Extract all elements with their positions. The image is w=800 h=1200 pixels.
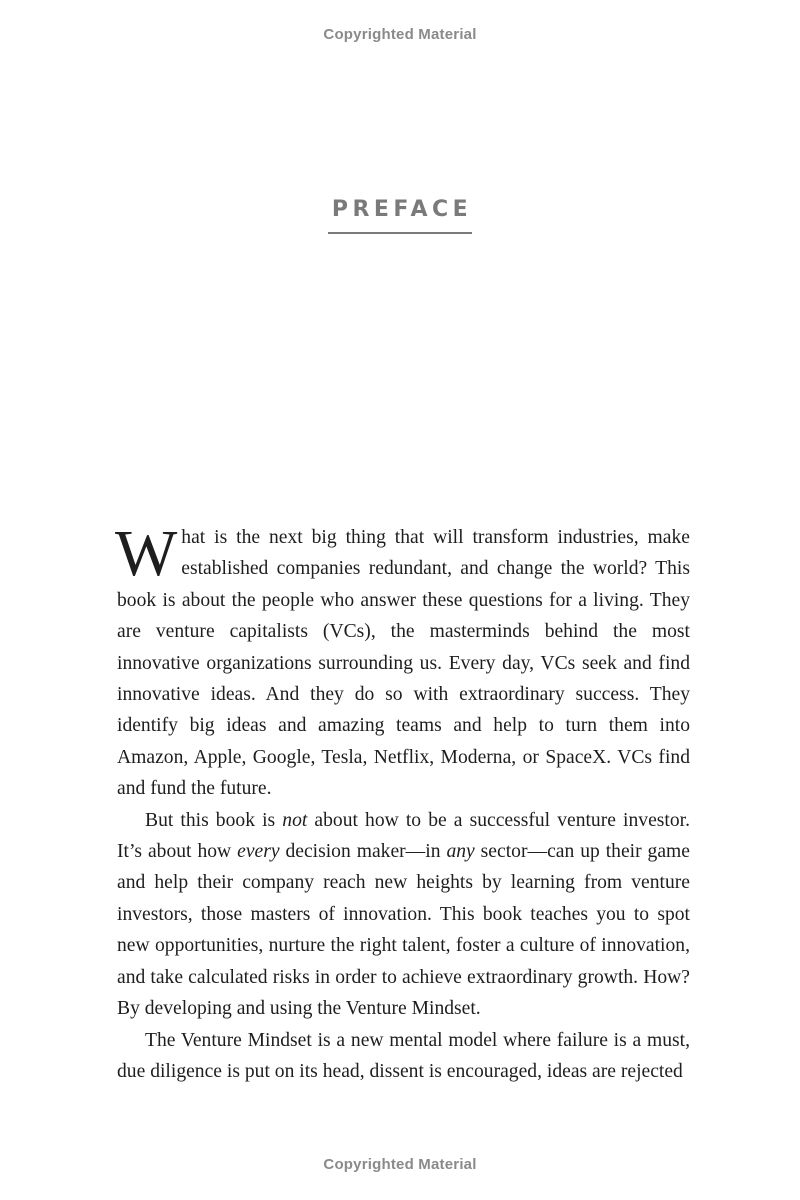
paragraph-2 (117, 805, 690, 1025)
paragraph-2-text-a: But this book is (145, 809, 283, 831)
paragraph-1 (115, 517, 690, 805)
body-text (115, 517, 690, 1087)
emphasis-every: every (237, 841, 280, 863)
paragraph-3-text: The Venture Mindset is a new mental model where failure is a must, due diligence is put on its head, dissent is encouraged, ideas are rejected (117, 1029, 690, 1082)
paragraph-2-text-d: sector—can up their game and help their company reach new heights by learning from venture investors, those masters of innovation. This book teaches you to spot new opportunities, nurture the right talent, foster a culture of innovation, and take calculated risks in order to achieve extraordinary growth. How? By developing and using the Venture Mindset. (117, 841, 690, 1020)
heading-container (0, 196, 800, 234)
paragraph-1-text: hat is the next big thing that will transform industries, make established companies redundant, and change the world? This book is about the people who answer these questions for a living. They are venture capitalists (VCs), the masterminds behind the most innovative organizations surrounding us. Every day, VCs seek and find innovative ideas. And they do so with extraordinary success. They identify big ideas and amazing teams and help to turn them into Amazon, Apple, Google, Tesla, Netflix, Moderna, or SpaceX. VCs find and fund the future. (117, 527, 690, 800)
drop-cap: W (115, 517, 178, 590)
copyright-watermark-bottom: Copyrighted Material (323, 1156, 477, 1173)
paragraph-3 (117, 1025, 690, 1088)
paragraph-2-text-c: decision maker—in (279, 841, 447, 863)
emphasis-not: not (282, 809, 308, 831)
chapter-heading: PREFACE (328, 196, 472, 234)
paragraph-2-text-b: about how to be a successful venture investor. It’s about how (117, 809, 690, 863)
copyright-watermark-top: Copyrighted Material (323, 26, 477, 43)
emphasis-any: any (446, 841, 475, 863)
